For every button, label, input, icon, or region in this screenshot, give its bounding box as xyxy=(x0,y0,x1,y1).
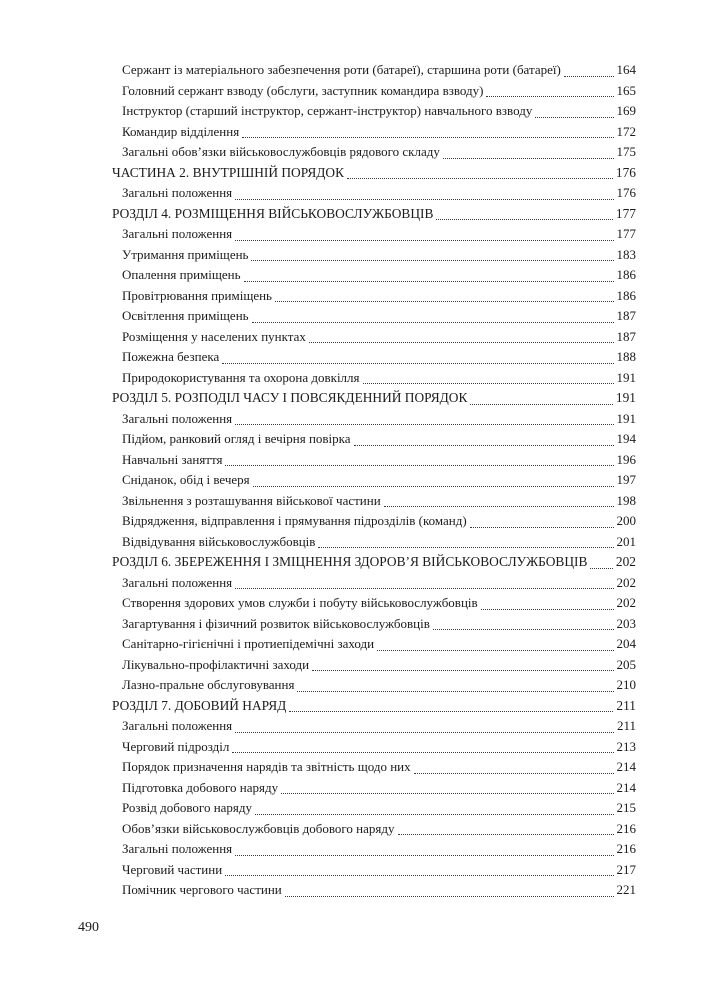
toc-entry-title: Підйом, ранковий огляд і вечірня повірка xyxy=(122,431,351,446)
toc-entry-page-number: 175 xyxy=(616,144,636,159)
toc-entry-title: Лазно-пральне обслуговування xyxy=(122,677,295,692)
toc-entry-page-number: 205 xyxy=(616,656,636,672)
toc-entry-row xyxy=(122,675,636,696)
toc-entry-row xyxy=(122,532,636,553)
toc-entry-page-number: 165 xyxy=(616,82,636,98)
toc-entry-page-number: 172 xyxy=(616,123,636,139)
page-number: 490 xyxy=(78,920,99,935)
toc-dot-leader xyxy=(232,752,613,753)
toc-dot-leader xyxy=(255,814,613,815)
toc-entry-title: Утримання приміщень xyxy=(122,246,249,262)
toc-entry-row xyxy=(122,409,636,430)
toc-dot-leader xyxy=(433,629,614,630)
toc-entry-page-number: 169 xyxy=(616,103,636,118)
toc-dot-leader xyxy=(225,875,613,876)
toc-dot-leader xyxy=(564,76,614,77)
toc-entry-page-number: 214 xyxy=(616,759,636,774)
toc-entry-title: Головний сержант взводу (обслуги, заступник командира взводу) xyxy=(122,82,484,98)
toc-entry-title: Загальні положення xyxy=(122,410,233,426)
toc-entry-title: Освітлення приміщень xyxy=(122,308,249,323)
toc-entry-page-number: 203 xyxy=(616,615,636,631)
toc-dot-leader xyxy=(297,691,613,692)
toc-entry-page-number: 217 xyxy=(616,861,636,877)
toc-entry-title: Відвідування військовослужбовців xyxy=(122,533,316,549)
toc-dot-leader xyxy=(347,178,613,179)
toc-entry-title: Розміщення у населених пунктах xyxy=(122,328,306,344)
toc-entry-row xyxy=(122,286,636,307)
toc-entry-page-number: 221 xyxy=(616,882,636,897)
toc-dot-leader xyxy=(235,424,613,425)
toc-dot-leader xyxy=(436,219,613,220)
toc-entry-page-number: 191 xyxy=(616,410,636,426)
toc-dot-leader xyxy=(235,199,613,200)
toc-entry-title: ЧАСТИНА 2. ВНУТРІШНІЙ ПОРЯДОК xyxy=(112,164,345,180)
toc-entry-row xyxy=(122,470,636,491)
toc-entry-row xyxy=(122,265,636,286)
toc-dot-leader xyxy=(363,383,614,384)
toc-entry-title: Природокористування та охорона довкілля xyxy=(122,369,360,385)
toc-entry-row xyxy=(122,347,636,368)
toc-entry-row xyxy=(122,655,636,676)
toc-entry-page-number: 198 xyxy=(616,492,636,508)
toc-dot-leader xyxy=(354,445,614,446)
toc-entry-page-number: 197 xyxy=(616,472,636,487)
toc-entry-title: Лікувально-профілактичні заходи xyxy=(122,656,310,672)
toc-entry-row xyxy=(112,204,636,225)
toc-dot-leader xyxy=(275,301,614,302)
toc-entry-row xyxy=(122,880,636,901)
toc-dot-leader xyxy=(289,711,613,712)
toc-entry-page-number: 187 xyxy=(616,308,636,323)
toc-entry-page-number: 202 xyxy=(616,595,636,610)
toc-entry-title: РОЗДІЛ 7. ДОБОВИЙ НАРЯД xyxy=(112,697,287,713)
toc-entry-page-number: 211 xyxy=(616,718,636,733)
toc-entry-row xyxy=(122,450,636,471)
toc-dot-leader xyxy=(481,609,614,610)
toc-entry-row xyxy=(122,429,636,450)
toc-entry-row xyxy=(112,163,636,184)
toc-entry-title: Сніданок, обід і вечеря xyxy=(122,472,250,487)
toc-entry-title: Навчальні заняття xyxy=(122,451,223,467)
toc-entry-row xyxy=(122,634,636,655)
toc-entry-row xyxy=(122,183,636,204)
toc-entry-page-number: 176 xyxy=(615,164,636,180)
toc-entry-page-number: 183 xyxy=(616,246,636,262)
toc-dot-leader xyxy=(285,896,614,897)
toc-dot-leader xyxy=(235,855,613,856)
toc-dot-leader xyxy=(251,260,613,261)
toc-list xyxy=(112,60,636,901)
toc-entry-page-number: 188 xyxy=(616,349,636,364)
toc-entry-page-number: 176 xyxy=(616,185,636,200)
toc-entry-title: Санітарно-гігієнічні і протиепідемічні заходи xyxy=(122,636,375,651)
toc-entry-title: Черговий частини xyxy=(122,861,223,877)
toc-entry-title: РОЗДІЛ 6. ЗБЕРЕЖЕННЯ І ЗМІЦНЕННЯ ЗДОРОВ’Я ВІЙСЬКОВОСЛУЖБОВЦІВ xyxy=(112,554,588,569)
toc-entry-title: РОЗДІЛ 5. РОЗПОДІЛ ЧАСУ І ПОВСЯКДЕННИЙ ПОРЯДОК xyxy=(112,390,468,405)
toc-dot-leader xyxy=(312,670,613,671)
toc-dot-leader xyxy=(470,527,614,528)
toc-entry-page-number: 204 xyxy=(616,636,636,651)
toc-entry-row xyxy=(122,491,636,512)
toc-entry-row xyxy=(122,614,636,635)
toc-dot-leader xyxy=(486,96,613,97)
toc-dot-leader xyxy=(252,322,614,323)
toc-entry-row xyxy=(122,101,636,122)
toc-entry-page-number: 191 xyxy=(615,390,636,405)
toc-entry-title: Загальні положення xyxy=(122,574,233,590)
toc-entry-title: Розвід добового наряду xyxy=(122,800,253,815)
toc-entry-title: Загальні положення xyxy=(122,841,233,856)
toc-entry-page-number: 216 xyxy=(616,820,636,836)
toc-entry-title: Порядок призначення нарядів та звітність щодо них xyxy=(122,759,411,774)
toc-entry-title: Загальні положення xyxy=(122,226,233,241)
toc-entry-row xyxy=(122,306,636,327)
toc-entry-title: Відрядження, відправлення і прямування підрозділів (команд) xyxy=(122,513,467,528)
toc-dot-leader xyxy=(235,732,614,733)
toc-dot-leader xyxy=(235,240,613,241)
toc-entry-title: Звільнення з розташування військової частини xyxy=(122,492,381,508)
toc-entry-row xyxy=(122,368,636,389)
toc-dot-leader xyxy=(222,363,613,364)
toc-entry-title: Провітрювання приміщень xyxy=(122,287,272,303)
toc-entry-row xyxy=(122,757,636,778)
toc-entry-page-number: 215 xyxy=(616,800,636,815)
toc-entry-row xyxy=(122,511,636,532)
toc-dot-leader xyxy=(225,465,613,466)
toc-entry-row xyxy=(122,245,636,266)
toc-entry-page-number: 186 xyxy=(616,267,636,282)
toc-entry-title: Опалення приміщень xyxy=(122,267,241,282)
toc-dot-leader xyxy=(384,506,614,507)
toc-dot-leader xyxy=(377,650,613,651)
toc-entry-page-number: 196 xyxy=(616,451,636,467)
toc-entry-row xyxy=(122,778,636,799)
toc-entry-page-number: 200 xyxy=(616,513,636,528)
toc-dot-leader xyxy=(443,158,614,159)
toc-entry-page-number: 202 xyxy=(615,554,636,569)
toc-dot-leader xyxy=(244,281,614,282)
toc-entry-page-number: 214 xyxy=(616,779,636,795)
toc-entry-row xyxy=(122,224,636,245)
toc-dot-leader xyxy=(242,137,613,138)
toc-entry-row xyxy=(122,860,636,881)
toc-entry-title: Загальні обов’язки військовослужбовців рядового складу xyxy=(122,144,440,159)
toc-entry-title: Інструктор (старший інструктор, сержант-інструктор) навчального взводу xyxy=(122,103,533,118)
toc-entry-title: Загальні положення xyxy=(122,718,233,733)
toc-entry-title: Сержант із матеріального забезпечення роти (батареї), старшина роти (батареї) xyxy=(122,62,561,77)
toc-entry-title: РОЗДІЛ 4. РОЗМІЩЕННЯ ВІЙСЬКОВОСЛУЖБОВЦІВ xyxy=(112,205,434,221)
toc-entry-title: Черговий підрозділ xyxy=(122,738,230,754)
toc-entry-title: Підготовка добового наряду xyxy=(122,779,279,795)
toc-entry-row xyxy=(122,798,636,819)
toc-entry-page-number: 213 xyxy=(616,738,636,754)
toc-dot-leader xyxy=(235,588,613,589)
toc-dot-leader xyxy=(414,773,614,774)
toc-entry-title: Помічник чергового частини xyxy=(122,882,282,897)
toc-entry-row xyxy=(112,388,636,409)
toc-dot-leader xyxy=(253,486,614,487)
toc-entry-title: Створення здорових умов служби і побуту військовослужбовців xyxy=(122,595,478,610)
toc-entry-title: Загальні положення xyxy=(122,185,233,200)
toc-entry-row xyxy=(122,737,636,758)
toc-entry-row xyxy=(122,819,636,840)
toc-entry-page-number: 164 xyxy=(616,62,636,77)
toc-entry-title: Обов’язки військовослужбовців добового наряду xyxy=(122,820,395,836)
toc-entry-page-number: 210 xyxy=(616,677,636,692)
toc-entry-row xyxy=(122,60,636,81)
toc-entry-row xyxy=(122,122,636,143)
toc-dot-leader xyxy=(470,404,613,405)
toc-dot-leader xyxy=(309,342,614,343)
toc-dot-leader xyxy=(535,117,613,118)
toc-dot-leader xyxy=(281,793,613,794)
toc-entry-page-number: 191 xyxy=(616,369,636,385)
toc-entry-title: Загартування і фізичний розвиток військовослужбовців xyxy=(122,615,430,631)
toc-entry-page-number: 177 xyxy=(615,205,636,221)
toc-entry-page-number: 201 xyxy=(616,533,636,549)
toc-entry-title: Командир відділення xyxy=(122,123,240,139)
toc-entry-row xyxy=(122,839,636,860)
toc-entry-page-number: 186 xyxy=(616,287,636,303)
toc-entry-row xyxy=(122,716,636,737)
toc-dot-leader xyxy=(590,568,613,569)
toc-entry-row xyxy=(122,327,636,348)
toc-entry-page-number: 211 xyxy=(616,697,636,713)
toc-entry-row xyxy=(122,142,636,163)
toc-entry-row xyxy=(122,593,636,614)
toc-dot-leader xyxy=(318,547,613,548)
toc-entry-page-number: 187 xyxy=(616,328,636,344)
toc-entry-row xyxy=(122,81,636,102)
toc-entry-row xyxy=(112,696,636,717)
toc-entry-row xyxy=(112,552,636,573)
toc-entry-page-number: 194 xyxy=(616,431,636,446)
toc-entry-page-number: 177 xyxy=(616,226,636,241)
toc-entry-page-number: 216 xyxy=(616,841,636,856)
toc-dot-leader xyxy=(398,834,614,835)
toc-entry-title: Пожежна безпека xyxy=(122,349,220,364)
toc-entry-page-number: 202 xyxy=(616,574,636,590)
toc-entry-row xyxy=(122,573,636,594)
